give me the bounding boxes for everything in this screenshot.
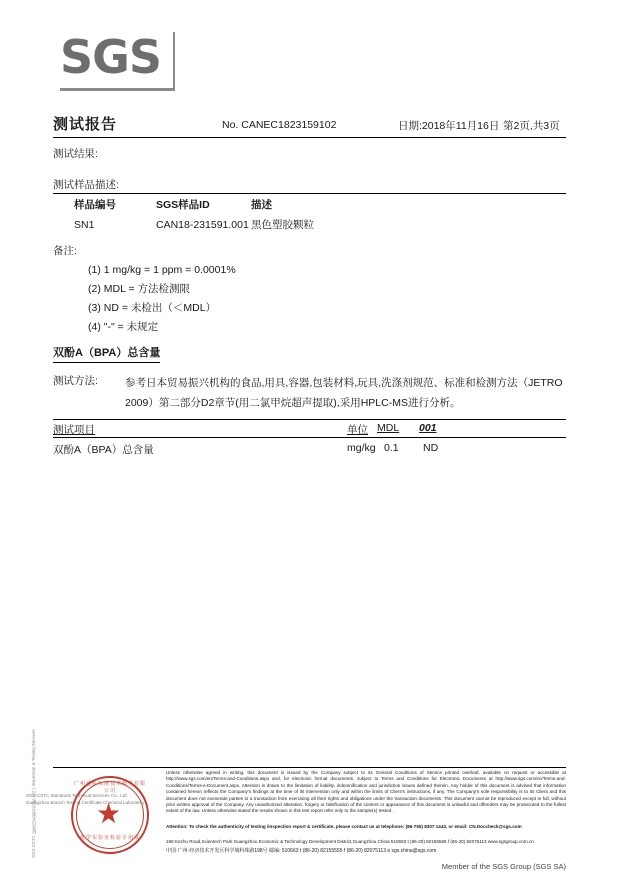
stamp-bottom-text: 化学实验室检验专用章: [79, 835, 140, 841]
remark-item: (3) ND = 未检出（＜MDL）: [88, 302, 217, 314]
result-table-header-rule: [53, 437, 566, 438]
sample-table: [74, 196, 431, 233]
result-item-value: ND: [423, 442, 439, 454]
stamp-caption: [0, 792, 170, 806]
remark-item: (2) MDL = 方法检测限: [88, 283, 190, 295]
footer-address-en: 198 Kezhu Road,Scientech Park Guangzhou Economic & Technology Development District,Guangzhou,China 510663 t (86-20) 82155555 f (86-20) 82075113 www.sgsgroup.com.cn: [166, 839, 534, 844]
footer-address-cn: 中国·广州·经济技术开发区科学城科珠路198号 邮编: 510663 t (86-20) 82155555 f (86-20) 82075113 e sgs.china@sgs.com: [166, 848, 437, 854]
report-date: 日期:2018年11月16日: [398, 120, 500, 132]
col-sgs-id: SGS样品ID: [156, 199, 210, 211]
sample-description-divider: [53, 193, 566, 194]
logo-tick: [173, 32, 175, 90]
table-header-row: [74, 196, 431, 216]
page-title: 测试报告: [53, 116, 118, 133]
remark-item: (1) 1 mg/kg = 1 ppm = 0.0001%: [88, 264, 236, 276]
footer-legal-text: Unless otherwise agreed in writing, this document is issued by the Company subject to its General Conditions of Service printed overleaf, available on request or accessible at http://www.sgs.com/en/Terms-and-Conditions.aspx and, for electronic format documents, subject to Terms and Conditions for Electronic Documents at http://www.sgs.com/en/Terms-and-Conditions/Terms-e-Document.aspx. Attention is drawn to the limitation of liability, indemnification and jurisdiction issues defined therein. Any holder of this document is advised that information contained hereon reflects the Company's findings at the time of its intervention only and within the limits of Client's instructions, if any. The Company's sole responsibility is to its Client and this document does not exonerate parties to a transaction from exercising all their rights and obligations under the transaction documents. This document cannot be reproduced except in full, without prior written approval of the Company. Any unauthorized alteration, forgery or falsification of the content or appearance of this document is unlawful and offenders may be prosecuted to the fullest extent of the law. Unless otherwise stated the results shown in this test report refer only to the sample(s) tested .: [166, 770, 566, 814]
title-divider: [53, 137, 566, 138]
result-col-mdl: MDL: [377, 422, 400, 434]
stamp-caption-line: Guangzhou Branch Testing Certificate Chemical Laboratory: [26, 800, 145, 805]
test-method-label: 测试方法:: [53, 375, 98, 387]
sgs-vertical-badge: SGS-CSTC 标准技术服务有限公司 | Inspection & Testing Services: [31, 729, 36, 858]
cell-sgs-id: CAN18-231591.001: [156, 218, 249, 231]
footer-divider: [53, 767, 566, 768]
report-number: No. CANEC1823159102: [222, 119, 337, 131]
table-row: [74, 216, 431, 233]
remarks-list: [88, 261, 236, 337]
test-method-text: 参考日本贸易振兴机构的食品,用具,容器,包装材料,玩具,洗涤剂规范、标准和检测方法（JETRO 2009）第二部分D2章节(用二氯甲烷超声提取),采用HPLC-MS进行分析。: [125, 377, 563, 409]
results-label: 测试结果:: [53, 148, 98, 160]
sample-description-label: 测试样品描述:: [53, 179, 119, 191]
remark-item: (4) "-" = 未规定: [88, 321, 159, 333]
footer-attention-text: Attention: To check the authenticity of testing /inspection report & certificate, please contact us at telephone: (86-755) 8307 1443, or email: CN.Doccheck@sgs.com: [166, 824, 522, 829]
col-description: 描述: [251, 199, 272, 211]
result-item-name: 双酚A（BPA）总含量: [53, 444, 154, 456]
stamp-top-text: 广州通标标准技术服务有限公司: [74, 781, 147, 794]
bpa-section-title: 双酚A（BPA）总含量: [53, 344, 160, 363]
cell-description: 黑色塑胶颗粒: [251, 219, 314, 231]
cell-sample-no: SN1: [74, 218, 95, 231]
result-table-top-rule: [53, 419, 566, 420]
remarks-label: 备注:: [53, 245, 77, 257]
sgs-logo: SGS: [60, 30, 162, 84]
footer-member-line: Member of the SGS Group (SGS SA): [441, 862, 566, 871]
col-sample-no: 样品编号: [74, 199, 116, 211]
logo-underline: [60, 88, 175, 91]
result-item-mdl: 0.1: [384, 442, 399, 454]
stamp-caption-line: SGS-CSTC Standards Technical Services Co., Ltd.: [26, 793, 128, 798]
result-col-sample-001: 001: [419, 422, 437, 434]
page-indicator: 第2页,共3页: [503, 120, 560, 132]
result-item-unit: mg/kg: [347, 442, 376, 454]
result-col-unit: 单位: [347, 424, 368, 436]
star-icon: ★: [96, 798, 122, 829]
result-col-item: 测试项目: [53, 424, 95, 436]
company-stamp-icon: [62, 772, 166, 856]
